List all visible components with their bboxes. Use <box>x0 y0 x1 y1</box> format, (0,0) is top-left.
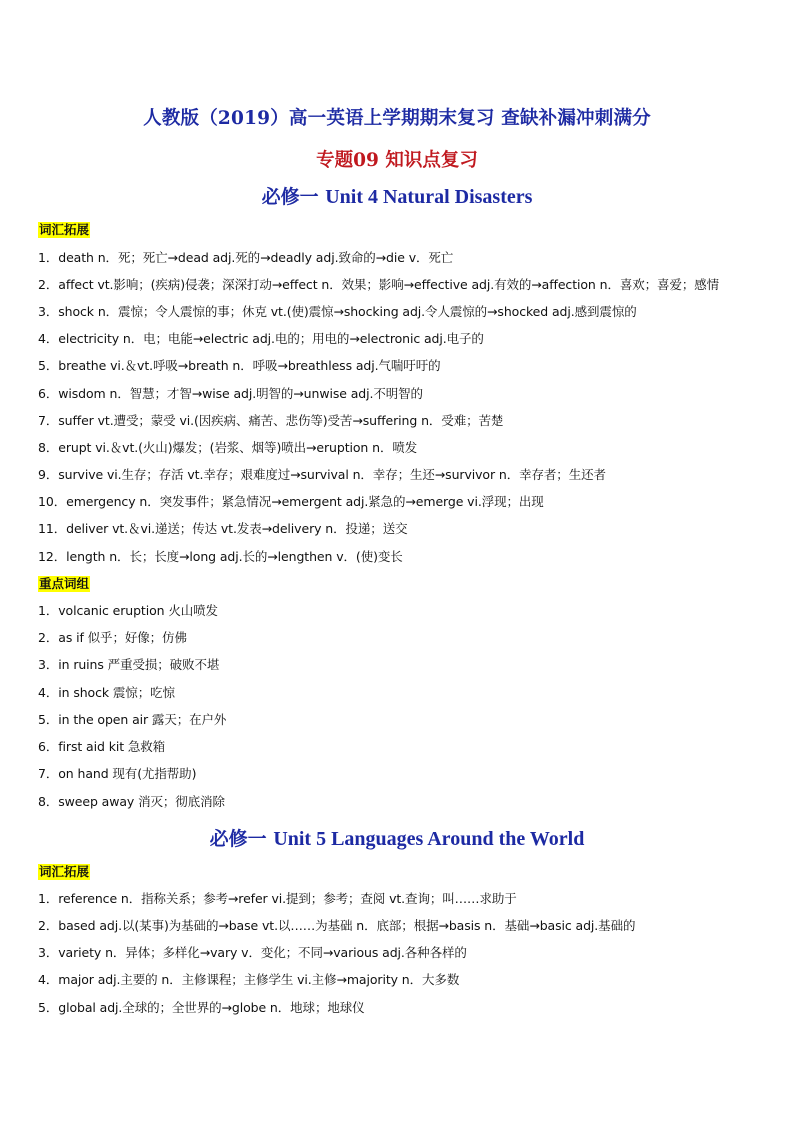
unit4-vocab-item: 4．electricity n．电；电能→electric adj.电的；用电的→electronic adj.电子的 <box>38 331 484 346</box>
unit4-vocab-item: 8．erupt vi.＆vt.(火山)爆发；(岩浆、烟等)喷出→eruption n．喷发 <box>38 440 418 455</box>
unit4-title-prefix: 必修一 <box>261 186 319 208</box>
unit4-vocab-item: 9．survive vi.生存；存活 vt.幸存；艰难度过→survival n．幸存；生还→survivor n．幸存者；生还者 <box>38 467 606 482</box>
unit5-title-prefix: 必修一 <box>209 828 267 850</box>
unit5-vocab-item: 1．reference n．指称关系；参考→refer vi.提到；参考；查阅 vt.查询；叫……求助于 <box>38 891 517 906</box>
unit4-phrase-item: 5．in the open air 露天；在户外 <box>38 712 227 727</box>
unit4-vocab-item: 7．suffer vt.遭受；蒙受 vi.(因疾病、痛苦、悲伤等)受苦→suffering n．受难；苦楚 <box>38 413 504 428</box>
unit4-phrase-item: 6．first aid kit 急救箱 <box>38 739 166 754</box>
unit4-vocab-item: 12．length n．长；长度→long adj.长的→lengthen v．(使)变长 <box>38 549 403 564</box>
unit5-vocab-item: 3．variety n．异体；多样化→vary v．变化；不同→various adj.各种各样的 <box>38 945 467 960</box>
unit5-title <box>0 824 794 851</box>
unit4-phrase-item: 4．in shock 震惊；吃惊 <box>38 685 175 700</box>
unit4-phrase-item: 7．on hand 现有(尤指帮助) <box>38 766 197 781</box>
unit5-title-en: Unit 5 Languages Around the World <box>273 828 585 850</box>
unit4-vocab-item: 6．wisdom n．智慧；才智→wise adj.明智的→unwise adj.不明智的 <box>38 386 423 401</box>
unit4-phrase-item: 8．sweep away 消灭；彻底消除 <box>38 794 225 809</box>
unit4-title-en: Unit 4 Natural Disasters <box>325 186 533 208</box>
document-title: 人教版（2019）高一英语上学期期末复习 查缺补漏冲刺满分 <box>143 108 651 129</box>
unit4-vocab-item: 1．death n．死；死亡→dead adj.死的→deadly adj.致命的→die v．死亡 <box>38 250 454 265</box>
unit4-vocab-item: 2．affect vt.影响；(疾病)侵袭；深深打动→effect n．效果；影响→effective adj.有效的→affection n．喜欢；喜爱；感情 <box>38 277 720 292</box>
document-subtitle: 专题09 知识点复习 <box>316 150 478 171</box>
unit4-vocab-item: 5．breathe vi.＆vt.呼吸→breath n．呼吸→breathless adj.气喘吁吁的 <box>38 358 441 373</box>
unit4-vocab-item: 3．shock n．震惊；令人震惊的事；休克 vt.(使)震惊→shocking adj.令人震惊的→shocked adj.感到震惊的 <box>38 304 637 319</box>
unit4-vocab-item: 11．deliver vt.＆vi.递送；传达 vt.发表→delivery n．投递；送交 <box>38 521 408 536</box>
unit4-phrase-label: 重点词组 <box>39 576 90 591</box>
unit5-vocab-item: 4．major adj.主要的 n．主修课程；主修学生 vi.主修→majority n．大多数 <box>38 972 460 987</box>
unit4-phrase-item: 1．volcanic eruption 火山喷发 <box>38 603 218 618</box>
unit4-title <box>0 182 794 209</box>
unit4-vocab-item: 10．emergency n．突发事件；紧急情况→emergent adj.紧急的→emerge vi.浮现；出现 <box>38 494 544 509</box>
unit5-vocab-item: 2．based adj.以(某事)为基础的→base vt.以……为基础 n．底部；根据→basis n．基础→basic adj.基础的 <box>38 918 636 933</box>
unit5-vocab-label: 词汇拓展 <box>39 864 90 879</box>
unit4-phrase-item: 2．as if 似乎；好像；仿佛 <box>38 630 187 645</box>
unit4-vocab-label: 词汇拓展 <box>39 222 90 237</box>
unit5-vocab-item: 5．global adj.全球的；全世界的→globe n．地球；地球仪 <box>38 1000 365 1015</box>
unit4-phrase-item: 3．in ruins 严重受损；破败不堪 <box>38 657 220 672</box>
